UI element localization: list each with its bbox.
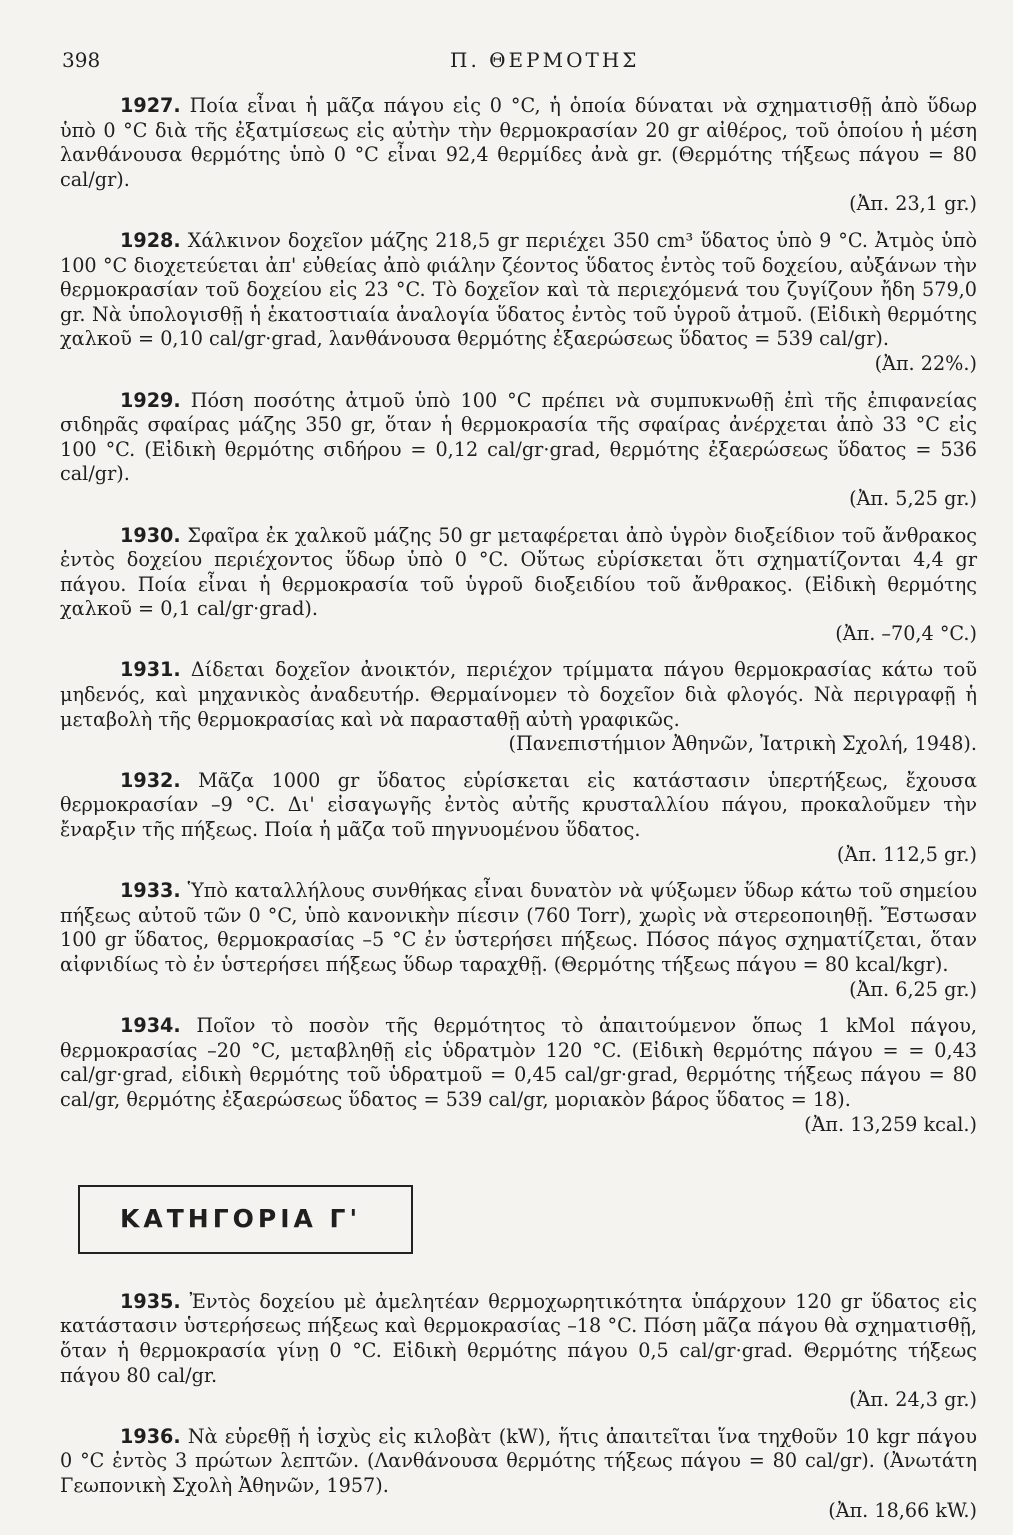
- category-heading: ΚΑΤΗΓΟΡΙΑ Γ': [78, 1185, 413, 1254]
- problem-text: Ὑπὸ καταλλήλους συνθήκας εἶναι δυνατὸν νὰ ψύξωμεν ὕδωρ κάτω τοῦ σημείου πήξεως αὐτοῦ τῶν 0 °C, ὑπὸ κανονικὴν πίεσιν (760 Torr), χωρὶς νὰ στερεοποιηθῇ. Ἔστωσαν 100 gr ὕδατος, θερμοκρασίας –5 °C ἐν ὑστερήσει πήξεως. Πόσος πάγος σχηματίζεται, ὅταν αἰφνιδίως τὸ ἐν ὑστερήσει πήξεως ὕδωρ ταραχθῇ. (Θερμότης τήξεως πάγου = 80 kcal/kgr).: [60, 879, 977, 976]
- problem-answer: (Ἀπ. 5,25 gr.): [849, 486, 977, 510]
- category-box-wrapper: [78, 1185, 977, 1254]
- problem-item: [60, 1014, 977, 1137]
- problem-number: 1930.: [120, 523, 181, 547]
- problem-answer: (Ἀπ. –70,4 °C.): [835, 621, 977, 645]
- problem-number: 1932.: [120, 768, 181, 792]
- problem-text: Χάλκινον δοχεῖον μάζης 218,5 gr περιέχει 350 cm³ ὕδατος ὑπὸ 9 °C. Ἀτμὸς ὑπὸ 100 °C διοχετεύεται ἀπ' εὐθείας ἀπὸ φιάλην ζέοντος ὕδατος ἐντὸς τοῦ δοχείου, αὐξάνων τὴν θερμοκρασίαν τοῦ δοχείου εἰς 23 °C. Τὸ δοχεῖον καὶ τὰ περιεχόμενά του ζυγίζουν ἤδη 579,0 gr. Νὰ ὑπολογισθῇ ἡ ἑκατοστιαία ἀναλογία ὕδατος ἐντὸς τοῦ ὑγροῦ ἀτμοῦ. (Εἰδικὴ θερμότης χαλκοῦ = 0,10 cal/gr·grad, λανθάνουσα θερμότης ἐξαερώσεως ὕδατος = 539 cal/gr).: [60, 228, 977, 351]
- problem-number: 1935.: [120, 1289, 181, 1313]
- problem-answer: (Ἀπ. 18,66 kW.): [828, 1498, 977, 1522]
- page-header: [62, 48, 953, 78]
- page-content: [60, 94, 977, 1535]
- problem-item: [60, 879, 977, 1002]
- problem-text: Ποία εἶναι ἡ μᾶζα πάγου εἰς 0 °C, ἡ ὁποία δύναται νὰ σχηματισθῇ ἀπὸ ὕδωρ ὑπὸ 0 °C διὰ τῆς ἐξατμίσεως εἰς αὐτὴν τὴν θερμοκρασίαν 20 gr αἰθέρος, τοῦ ὁποίου ἡ μέση λανθάνουσα θερμότης ὑπὸ 0 °C εἶναι 92,4 θερμίδες ἀνὰ gr. (Θερμότης τήξεως πάγου = 80 cal/gr).: [60, 94, 977, 191]
- problem-answer: (Ἀπ. 13,259 kcal.): [804, 1112, 977, 1136]
- problem-answer: (Ἀπ. 22%.): [874, 351, 977, 375]
- problem-number: 1934.: [120, 1014, 181, 1038]
- problem-answer: (Ἀπ. 23,1 gr.): [849, 192, 977, 216]
- problem-item: [60, 229, 977, 377]
- problem-answer: (Ἀπ. 24,3 gr.): [849, 1388, 977, 1412]
- problem-item: [60, 389, 977, 512]
- problem-number: 1929.: [120, 388, 181, 412]
- problem-text: Ποῖον τὸ ποσὸν τῆς θερμότητος τὸ ἀπαιτούμενον ὅπως 1 kMol πάγου, θερμοκρασίας –20 °C, μεταβληθῇ εἰς ὑδρατμὸν 120 °C. (Εἰδικὴ θερμότης πάγου = = 0,43 cal/gr·grad, εἰδικὴ θερμότης τοῦ ὑδρατμοῦ = 0,45 cal/gr·grad, θερμότης τήξεως πάγου = 80 cal/gr, θερμότης ἐξαερώσεως ὕδατος = 539 cal/gr, μοριακὸν βάρος ὕδατος = 18).: [60, 1014, 977, 1111]
- problem-item: [60, 1290, 977, 1413]
- problem-answer: (Πανεπιστήμιον Ἀθηνῶν, Ἰατρικὴ Σχολή, 1948).: [508, 732, 977, 756]
- problem-number: 1928.: [120, 228, 181, 252]
- problem-text: Σφαῖρα ἐκ χαλκοῦ μάζης 50 gr μεταφέρεται ἀπὸ ὑγρὸν διοξείδιον τοῦ ἄνθρακος ἐντὸς δοχείου περιέχοντος ὕδωρ ὑπὸ 0 °C. Οὕτως εὑρίσκεται ὅτι σχηματίζονται 4,4 gr πάγου. Ποία εἶναι ἡ θερμοκρασία τοῦ ὑγροῦ διοξειδίου τοῦ ἄνθρακος. (Εἰδικὴ θερμότης χαλκοῦ = 0,1 cal/gr·grad).: [60, 523, 977, 621]
- problem-number: 1927.: [120, 94, 181, 117]
- problem-answer: (Ἀπ. 112,5 gr.): [836, 842, 977, 866]
- problem-item: [60, 524, 977, 647]
- problem-item: [60, 1425, 977, 1523]
- problem-number: 1936.: [120, 1424, 181, 1448]
- problem-number: 1933.: [120, 879, 181, 903]
- problem-answer: (Ἀπ. 6,25 gr.): [849, 977, 977, 1001]
- problem-item: [60, 658, 977, 756]
- running-title: Π. ΘΕΡΜΟΤΗΣ: [450, 48, 640, 72]
- problem-item: [60, 769, 977, 867]
- problem-list: [60, 94, 977, 1137]
- problem-text: Πόση ποσότης ἀτμοῦ ὑπὸ 100 °C πρέπει νὰ συμπυκνωθῇ ἐπὶ τῆς ἐπιφανείας σιδηρᾶς σφαίρας μάζης 350 gr, ὅταν ἡ θερμοκρασία τῆς σφαίρας ἀνέρχεται ἀπὸ 33 °C εἰς 100 °C. (Εἰδικὴ θερμότης σιδήρου = 0,12 cal/gr·grad, θερμότης ἐξαερώσεως ὕδατος = 536 cal/gr).: [60, 388, 977, 486]
- problem-list: [60, 1290, 977, 1523]
- problem-item: [60, 94, 977, 217]
- problem-number: 1931.: [120, 658, 181, 682]
- problem-text: Ἐντὸς δοχείου μὲ ἀμελητέαν θερμοχωρητικότητα ὑπάρχουν 120 gr ὕδατος εἰς κατάστασιν ὑστερήσεως πήξεως καὶ θερμοκρασίας –18 °C. Πόση μᾶζα πάγου θὰ σχηματισθῇ, ὅταν ἡ θερμοκρασία γίνῃ 0 °C. Εἰδικὴ θερμότης πάγου 0,5 cal/gr·grad. Θερμότης τήξεως πάγου 80 cal/gr.: [60, 1289, 977, 1387]
- problem-text: Δίδεται δοχεῖον ἀνοικτόν, περιέχον τρίμματα πάγου θερμοκρασίας κάτω τοῦ μηδενός, καὶ μηχανικὸς ἀναδευτήρ. Θερμαίνομεν τὸ δοχεῖον διὰ φλογός. Νὰ περιγραφῇ ἡ μεταβολὴ τῆς θερμοκρασίας καὶ νὰ παρασταθῇ αὐτὴ γραφικῶς.: [60, 658, 977, 731]
- page-number: 398: [62, 48, 101, 72]
- problem-text: Μᾶζα 1000 gr ὕδατος εὑρίσκεται εἰς κατάστασιν ὑπερτήξεως, ἔχουσα θερμοκρασίαν –9 °C. Δι' εἰσαγωγῆς ἐντὸς αὐτῆς κρυσταλλίου πάγου, προκαλοῦμεν τὴν ἔναρξιν τῆς πήξεως. Ποία ἡ μᾶζα τοῦ πηγνυομένου ὕδατος.: [60, 768, 977, 842]
- problem-text: Νὰ εὑρεθῇ ἡ ἰσχὺς εἰς κιλοβὰτ (kW), ἥτις ἀπαιτεῖται ἵνα τηχθοῦν 10 kgr πάγου 0 °C ἐντὸς 3 πρώτων λεπτῶν. (Λανθάνουσα θερμότης τήξεως πάγου = 80 cal/gr). (Ἀνωτάτη Γεωπονικὴ Σχολὴ Ἀθηνῶν, 1957).: [60, 1424, 977, 1497]
